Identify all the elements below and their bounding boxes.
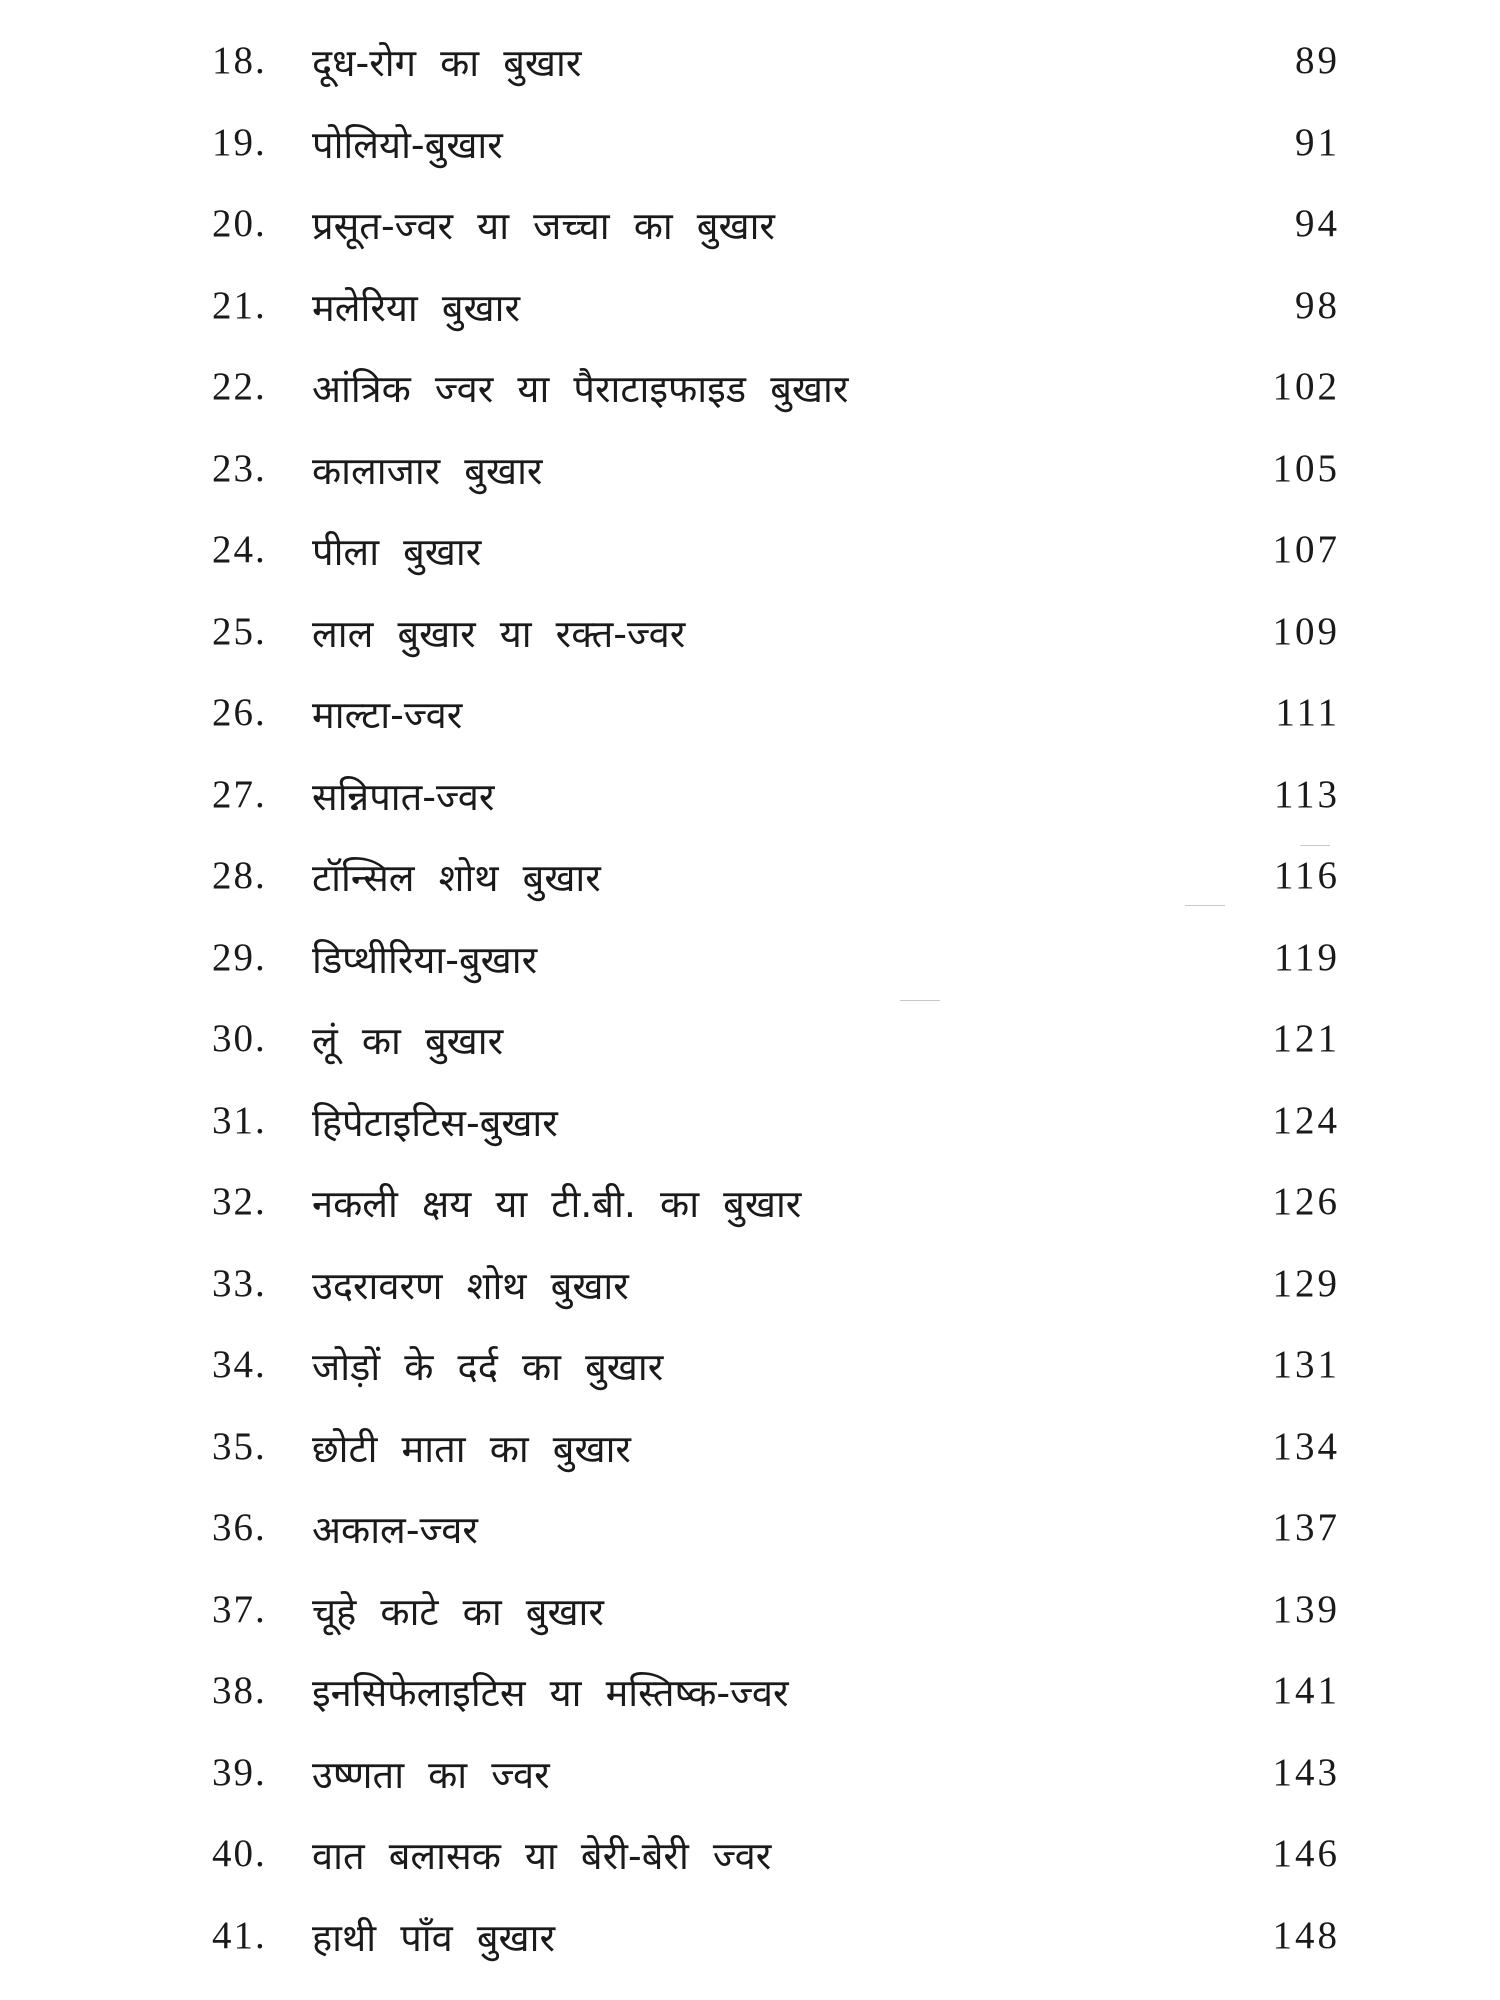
scan-speck xyxy=(1300,845,1330,846)
toc-entry-title: पोलियो-बुखार xyxy=(312,122,503,167)
toc-entry-number: 40. xyxy=(212,1832,267,1875)
toc-entry-title: छोटी माता का बुखार xyxy=(312,1426,631,1471)
toc-entry xyxy=(0,438,1500,520)
toc-entry-page-number: 102 xyxy=(1272,365,1340,408)
toc-entry xyxy=(0,1090,1500,1172)
toc-entry-number: 25. xyxy=(212,609,267,653)
toc-entry xyxy=(0,927,1500,1009)
toc-entry-page-number: 105 xyxy=(1272,446,1340,490)
toc-entry-title: लाल बुखार या रक्त-ज्वर xyxy=(312,611,686,656)
table-of-contents xyxy=(0,30,1500,1986)
toc-entry-title: डिप्थीरिया-बुखार xyxy=(312,937,538,982)
toc-entry-number: 23. xyxy=(212,446,267,490)
toc-entry-number: 27. xyxy=(212,772,267,816)
toc-entry xyxy=(0,1416,1500,1498)
toc-entry-page-number: 111 xyxy=(1275,691,1340,734)
toc-entry-title: चूहे काटे का बुखार xyxy=(312,1589,604,1634)
toc-entry-title: उदरावरण शोथ बुखार xyxy=(312,1263,629,1308)
toc-entry xyxy=(0,1823,1500,1905)
toc-entry-number: 18. xyxy=(212,39,267,82)
toc-entry-number: 30. xyxy=(212,1017,267,1060)
toc-entry-page-number: 94 xyxy=(1295,202,1340,245)
toc-entry xyxy=(0,1008,1500,1090)
toc-entry-page-number: 139 xyxy=(1272,1587,1340,1631)
toc-entry-page-number: 141 xyxy=(1272,1669,1340,1712)
toc-entry-number: 29. xyxy=(212,935,267,979)
toc-entry-page-number: 116 xyxy=(1273,854,1340,897)
toc-entry-number: 33. xyxy=(212,1261,267,1305)
toc-entry-page-number: 137 xyxy=(1272,1506,1340,1549)
toc-entry-number: 41. xyxy=(212,1913,267,1957)
toc-entry xyxy=(0,356,1500,438)
toc-entry xyxy=(0,275,1500,357)
toc-entry-page-number: 121 xyxy=(1272,1017,1340,1060)
toc-entry-title: उष्णता का ज्वर xyxy=(312,1752,550,1797)
toc-entry-number: 24. xyxy=(212,528,267,571)
toc-entry-page-number: 148 xyxy=(1272,1913,1340,1957)
toc-entry-title: वात बलासक या बेरी-बेरी ज्वर xyxy=(312,1834,772,1878)
toc-entry-title: टॉन्सिल शोथ बुखार xyxy=(312,856,601,900)
toc-entry-page-number: 98 xyxy=(1295,283,1340,327)
toc-entry-page-number: 89 xyxy=(1295,39,1340,82)
toc-entry xyxy=(0,1742,1500,1824)
toc-entry-page-number: 124 xyxy=(1272,1098,1340,1142)
scan-speck xyxy=(1185,905,1225,906)
toc-entry-number: 39. xyxy=(212,1750,267,1794)
toc-entry-number: 26. xyxy=(212,691,267,734)
toc-entry xyxy=(0,1253,1500,1335)
toc-entry xyxy=(0,112,1500,194)
toc-entry-page-number: 134 xyxy=(1272,1424,1340,1468)
toc-entry-title: अकाल-ज्वर xyxy=(312,1508,478,1552)
toc-entry-page-number: 129 xyxy=(1272,1261,1340,1305)
toc-entry-title: नकली क्षय या टी.बी. का बुखार xyxy=(312,1182,802,1226)
toc-entry-title: हिपेटाइटिस-बुखार xyxy=(312,1100,558,1145)
toc-entry-number: 37. xyxy=(212,1587,267,1631)
toc-entry xyxy=(0,1171,1500,1253)
toc-entry-title: लूं का बुखार xyxy=(312,1019,504,1063)
toc-entry-title: कालाजार बुखार xyxy=(312,448,543,493)
toc-entry-title: आंत्रिक ज्वर या पैराटाइफाइड बुखार xyxy=(312,367,849,411)
toc-entry-title: पीला बुखार xyxy=(312,530,482,574)
toc-entry-page-number: 107 xyxy=(1272,528,1340,571)
toc-entry xyxy=(0,601,1500,683)
toc-entry-page-number: 146 xyxy=(1272,1832,1340,1875)
toc-entry-number: 19. xyxy=(212,120,267,164)
toc-entry-title: हाथी पाँव बुखार xyxy=(312,1915,556,1960)
toc-entry xyxy=(0,519,1500,601)
toc-entry-title: जोड़ों के दर्द का बुखार xyxy=(312,1345,664,1389)
toc-entry-page-number: 143 xyxy=(1272,1750,1340,1794)
toc-entry-number: 36. xyxy=(212,1506,267,1549)
toc-entry-page-number: 109 xyxy=(1272,609,1340,653)
toc-entry-page-number: 91 xyxy=(1295,120,1340,164)
toc-entry-number: 31. xyxy=(212,1098,267,1142)
toc-entry-title: मलेरिया बुखार xyxy=(312,285,520,330)
toc-entry-number: 35. xyxy=(212,1424,267,1468)
toc-entry xyxy=(0,1660,1500,1742)
toc-entry xyxy=(0,193,1500,275)
toc-entry-page-number: 131 xyxy=(1272,1343,1340,1386)
toc-entry-number: 32. xyxy=(212,1180,267,1223)
toc-entry-number: 21. xyxy=(212,283,267,327)
toc-entry-number: 28. xyxy=(212,854,267,897)
toc-entry xyxy=(0,1497,1500,1579)
toc-entry xyxy=(0,1905,1500,1987)
toc-entry-title: माल्टा-ज्वर xyxy=(312,693,463,737)
toc-entry xyxy=(0,30,1500,112)
scan-speck xyxy=(900,1000,940,1001)
toc-entry-title: प्रसूत-ज्वर या जच्चा का बुखार xyxy=(312,204,775,248)
toc-entry-number: 22. xyxy=(212,365,267,408)
toc-entry-number: 38. xyxy=(212,1669,267,1712)
toc-entry xyxy=(0,682,1500,764)
toc-entry-title: इनसिफेलाइटिस या मस्तिष्क-ज्वर xyxy=(312,1671,789,1715)
toc-entry-number: 34. xyxy=(212,1343,267,1386)
toc-entry xyxy=(0,1334,1500,1416)
toc-entry-title: सन्निपात-ज्वर xyxy=(312,774,495,819)
toc-entry-page-number: 126 xyxy=(1272,1180,1340,1223)
toc-entry xyxy=(0,845,1500,927)
toc-entry xyxy=(0,1579,1500,1661)
toc-entry xyxy=(0,764,1500,846)
toc-entry-page-number: 119 xyxy=(1273,935,1340,979)
toc-entry-number: 20. xyxy=(212,202,267,245)
toc-entry-page-number: 113 xyxy=(1273,772,1340,816)
toc-entry-title: दूध-रोग का बुखार xyxy=(312,41,582,85)
